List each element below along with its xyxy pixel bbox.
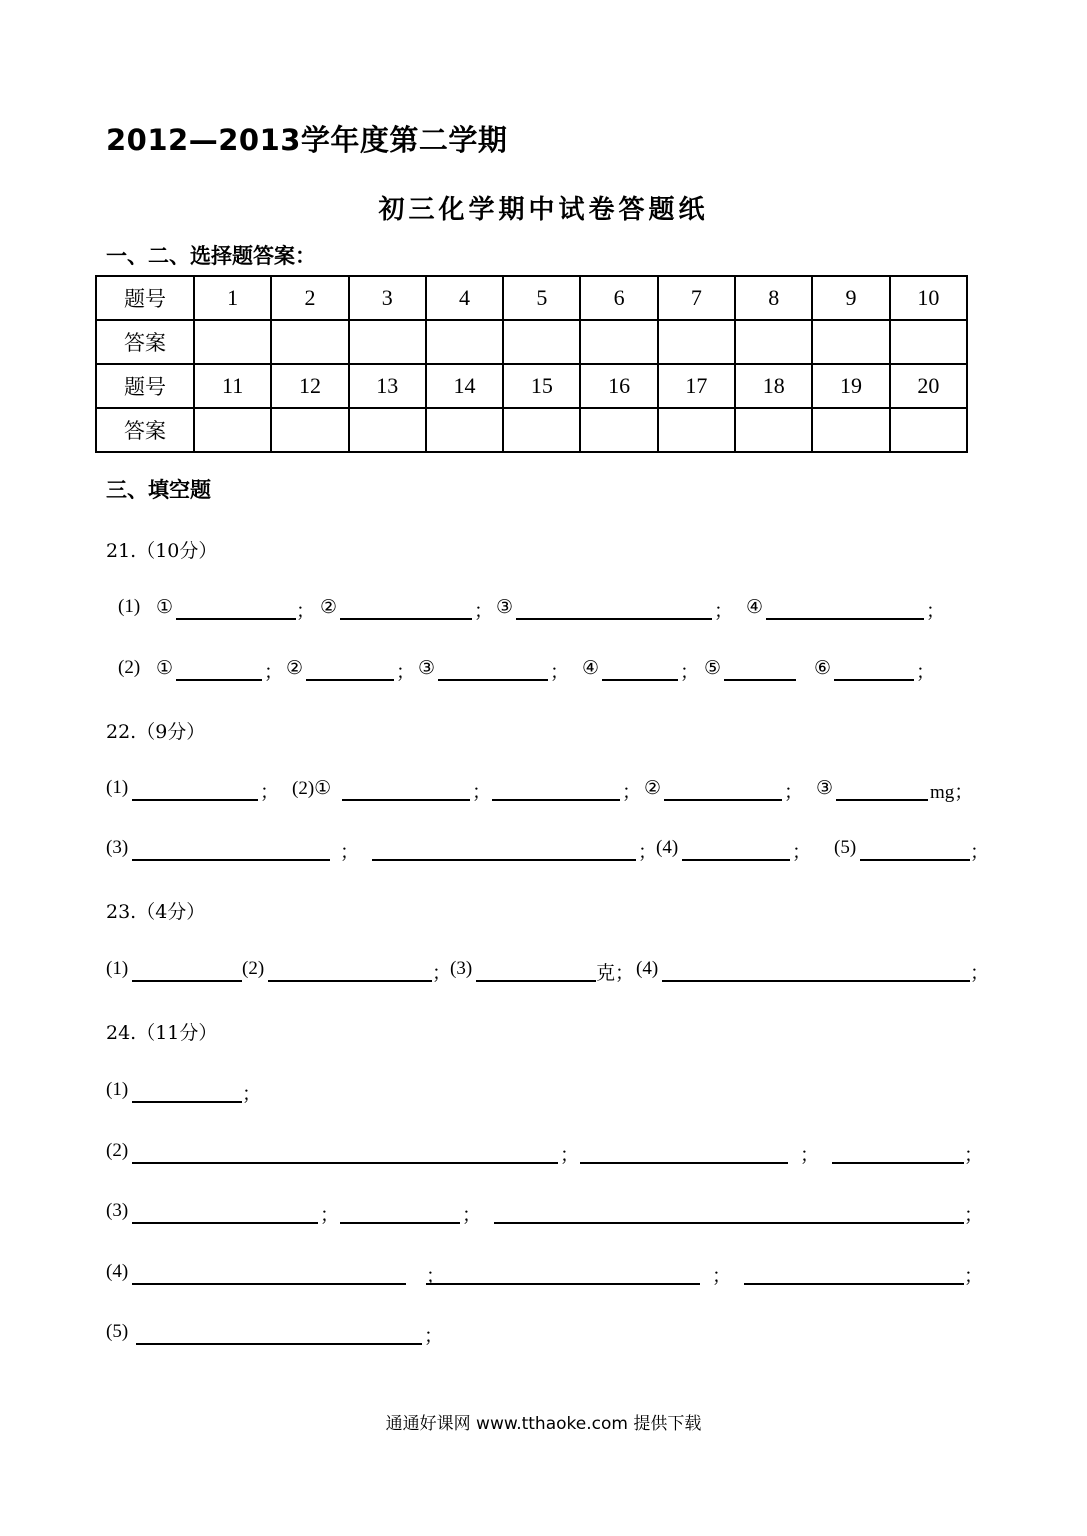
question-number: 11 — [194, 364, 271, 408]
table-row — [96, 320, 967, 364]
row-label-number: 题号 — [96, 276, 194, 320]
separator: ； — [432, 963, 452, 984]
answer-blank[interactable] — [602, 679, 678, 681]
question-number: 6 — [580, 276, 657, 320]
part-label: (1) — [106, 958, 129, 979]
answer-cell[interactable] — [426, 408, 503, 452]
separator: ； — [964, 1205, 984, 1226]
circled-number: ② — [320, 597, 338, 618]
question-number: 4 — [426, 276, 503, 320]
question-number: 18 — [735, 364, 812, 408]
separator: ； — [916, 662, 936, 683]
separator: ； — [474, 601, 494, 622]
question-number: 10 — [890, 276, 967, 320]
separator: ； — [472, 782, 492, 803]
answer-blank[interactable] — [476, 980, 596, 982]
separator: ； — [622, 782, 642, 803]
separator: ； — [792, 842, 812, 863]
part-label: (4) — [106, 1261, 129, 1282]
separator: ； — [462, 1205, 482, 1226]
answer-blank[interactable] — [176, 618, 296, 620]
question-23-label: 23.（4分） — [106, 901, 206, 923]
separator: ； — [560, 1145, 580, 1166]
question-number: 1 — [194, 276, 271, 320]
part-label: (5) — [834, 837, 857, 858]
part-label: (2) — [118, 657, 141, 678]
answer-blank[interactable] — [372, 859, 636, 861]
question-number: 16 — [580, 364, 657, 408]
answer-blank[interactable] — [132, 1162, 558, 1164]
circled-number: ② — [286, 658, 304, 679]
separator: ； — [296, 601, 316, 622]
question-number: 7 — [658, 276, 735, 320]
answer-blank[interactable] — [306, 679, 394, 681]
separator: ； — [680, 662, 700, 683]
part-label: (3) — [450, 958, 473, 979]
separator: ； — [550, 662, 570, 683]
answer-cell[interactable] — [349, 408, 426, 452]
circled-number: ② — [644, 778, 662, 799]
separator: ； — [242, 1084, 262, 1105]
answer-cell[interactable] — [890, 408, 967, 452]
separator: ； — [964, 1145, 984, 1166]
part-label: (2) — [242, 958, 265, 979]
answer-line-23-1 — [106, 958, 990, 986]
page-title: 初三化学期中试卷答题纸 — [378, 195, 709, 225]
question-number: 9 — [812, 276, 889, 320]
answer-blank[interactable] — [136, 1343, 422, 1345]
answer-blank[interactable] — [664, 799, 782, 801]
separator: ； — [340, 842, 360, 863]
circled-number: ③ — [496, 597, 514, 618]
part-label: (5) — [106, 1321, 129, 1342]
question-21-label: 21.（10分） — [106, 540, 218, 562]
answer-blank[interactable] — [268, 980, 432, 982]
row-label-number: 题号 — [96, 364, 194, 408]
circled-number: ⑥ — [814, 658, 832, 679]
part-label: (1) — [118, 596, 141, 617]
question-number: 20 — [890, 364, 967, 408]
answer-cell[interactable] — [812, 408, 889, 452]
answer-line-22-2 — [106, 837, 990, 865]
answer-blank[interactable] — [132, 1283, 406, 1285]
separator: ； — [424, 1326, 444, 1347]
separator: ； — [260, 782, 280, 803]
unit-label: mg； — [930, 782, 974, 803]
question-number: 14 — [426, 364, 503, 408]
separator: ； — [320, 1205, 340, 1226]
answer-cell[interactable] — [735, 408, 812, 452]
part-label: (4) — [656, 837, 679, 858]
part-label: (4) — [636, 958, 659, 979]
separator: ； — [964, 1266, 984, 1287]
answer-line-24-4 — [106, 1261, 986, 1289]
answer-cell[interactable] — [658, 320, 735, 364]
answer-line-24-5 — [106, 1321, 986, 1349]
question-number: 19 — [812, 364, 889, 408]
answer-blank[interactable] — [860, 859, 970, 861]
answer-blank[interactable] — [132, 980, 242, 982]
answer-line-21-1 — [106, 596, 986, 624]
table-row — [96, 408, 967, 452]
table-row — [96, 276, 967, 320]
part-label: (1) — [106, 777, 129, 798]
answer-cell[interactable] — [580, 320, 657, 364]
answer-blank[interactable] — [744, 1283, 964, 1285]
answer-blank[interactable] — [682, 859, 790, 861]
answer-blank[interactable] — [832, 1162, 964, 1164]
row-label-answer: 答案 — [96, 408, 194, 452]
answer-cell[interactable] — [503, 408, 580, 452]
question-24-label: 24.（11分） — [106, 1022, 218, 1044]
answer-cell[interactable] — [349, 320, 426, 364]
answer-blank[interactable] — [834, 679, 914, 681]
answer-blank[interactable] — [176, 679, 262, 681]
answer-cell[interactable] — [271, 320, 348, 364]
answer-blank[interactable] — [766, 618, 924, 620]
answer-cell[interactable] — [271, 408, 348, 452]
circled-number: ④ — [746, 597, 764, 618]
answer-blank[interactable] — [492, 799, 620, 801]
separator: ； — [714, 601, 734, 622]
answer-blank[interactable] — [340, 618, 472, 620]
question-number: 3 — [349, 276, 426, 320]
answer-blank[interactable] — [438, 679, 548, 681]
answer-blank[interactable] — [132, 1101, 242, 1103]
answer-cell[interactable] — [658, 408, 735, 452]
question-number: 8 — [735, 276, 812, 320]
separator: ； — [970, 842, 990, 863]
separator: ； — [712, 1266, 732, 1287]
separator: ； — [396, 662, 416, 683]
question-number: 5 — [503, 276, 580, 320]
question-number: 15 — [503, 364, 580, 408]
separator: ； — [426, 1266, 446, 1287]
section-fill-heading: 三、填空题 — [106, 478, 211, 502]
circled-number: ③ — [418, 658, 436, 679]
question-number: 12 — [271, 364, 348, 408]
part-label: (3) — [106, 1200, 129, 1221]
question-number: 13 — [349, 364, 426, 408]
answer-line-22-1 — [106, 777, 986, 805]
separator: ； — [800, 1145, 820, 1166]
year-title: 2012—2013学年度第二学期 — [106, 123, 508, 157]
answer-blank[interactable] — [836, 799, 928, 801]
answer-cell[interactable] — [426, 320, 503, 364]
circled-number: ① — [156, 658, 174, 679]
answer-blank[interactable] — [340, 1222, 460, 1224]
row-label-answer: 答案 — [96, 320, 194, 364]
answer-blank[interactable] — [132, 859, 330, 861]
question-number: 2 — [271, 276, 348, 320]
answer-cell[interactable] — [194, 320, 271, 364]
question-22-label: 22.（9分） — [106, 721, 206, 743]
part-label: (2) — [106, 1140, 129, 1161]
footer-text: 通通好课网 www.tthaoke.com 提供下载 — [385, 1414, 702, 1434]
answer-blank[interactable] — [426, 1283, 700, 1285]
section-choice-heading: 一、二、选择题答案： — [106, 244, 316, 268]
circled-number: ① — [156, 597, 174, 618]
answer-blank[interactable] — [580, 1162, 788, 1164]
answer-blank[interactable] — [516, 618, 712, 620]
separator: ； — [784, 782, 804, 803]
separator: ； — [926, 601, 946, 622]
circled-number: ④ — [582, 658, 600, 679]
answer-line-21-2 — [106, 657, 986, 685]
answer-cell[interactable] — [890, 320, 967, 364]
separator: ； — [264, 662, 284, 683]
answer-blank[interactable] — [494, 1222, 964, 1224]
answer-line-24-1 — [106, 1079, 986, 1107]
answer-line-24-2 — [106, 1140, 986, 1168]
answer-line-24-3 — [106, 1200, 986, 1228]
unit-label: 克； — [596, 963, 635, 984]
part-label: (1) — [106, 1079, 129, 1100]
circled-number: ③ — [816, 778, 834, 799]
answer-cell[interactable] — [194, 408, 271, 452]
answer-cell[interactable] — [580, 408, 657, 452]
part-label: (2)① — [292, 778, 332, 799]
answer-cell[interactable] — [812, 320, 889, 364]
answer-blank[interactable] — [342, 799, 470, 801]
answer-cell[interactable] — [503, 320, 580, 364]
answer-blank[interactable] — [724, 679, 796, 681]
question-number: 17 — [658, 364, 735, 408]
circled-number: ⑤ — [704, 658, 722, 679]
separator: ； — [970, 963, 990, 984]
answer-blank[interactable] — [132, 799, 258, 801]
table-row — [96, 364, 967, 408]
answer-blank[interactable] — [662, 980, 970, 982]
part-label: (3) — [106, 837, 129, 858]
answer-grid — [95, 275, 968, 453]
answer-blank[interactable] — [132, 1222, 318, 1224]
answer-cell[interactable] — [735, 320, 812, 364]
separator: ； — [638, 842, 658, 863]
